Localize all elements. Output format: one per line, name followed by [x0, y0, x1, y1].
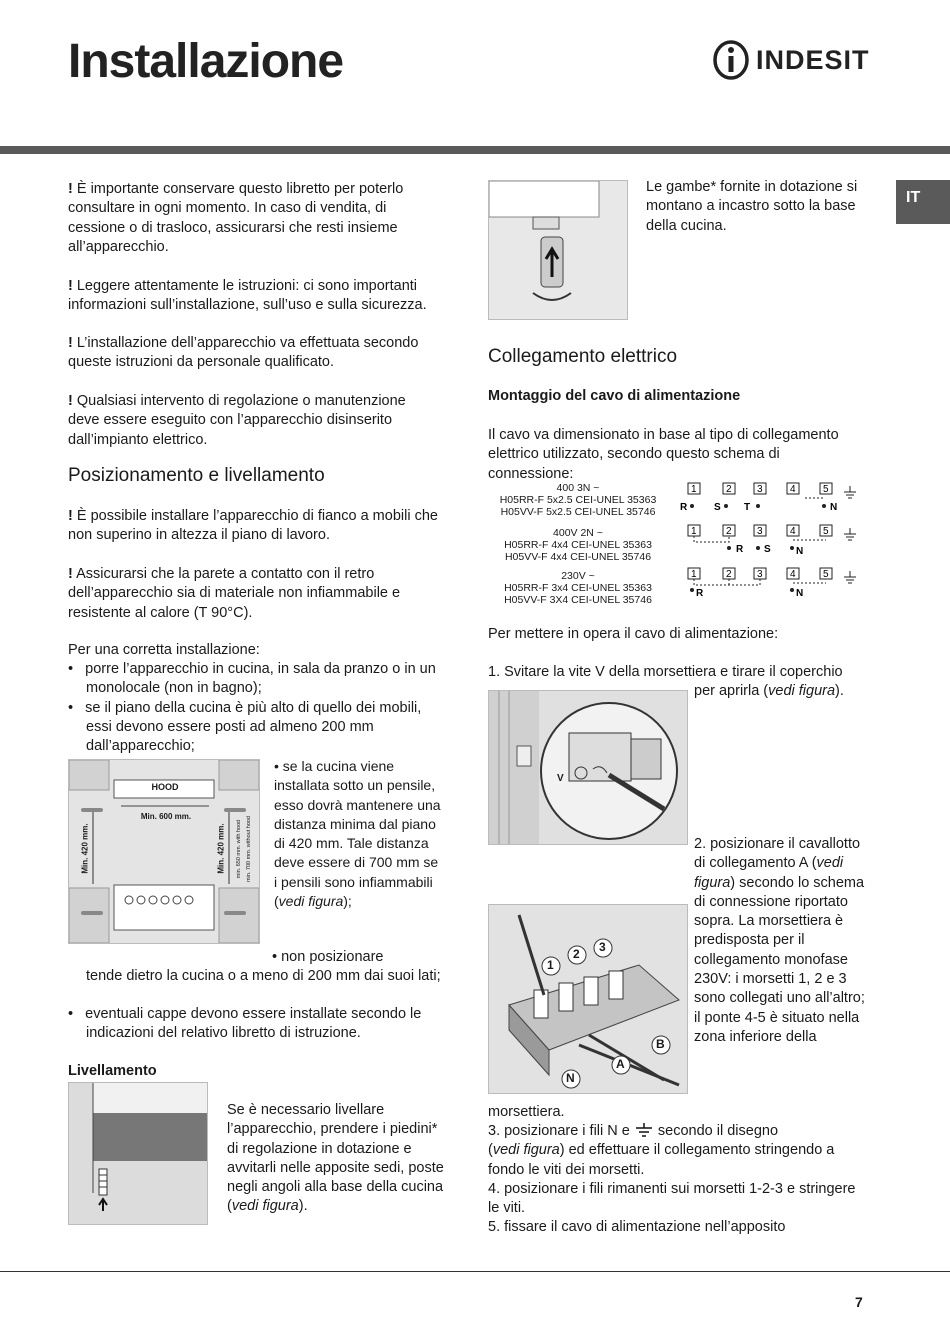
step-2-end: morsettiera. [488, 1104, 565, 1120]
warning-mark: ! [68, 335, 73, 351]
callout-n: N [566, 1071, 575, 1085]
cavo-text: Il cavo va dimensionato in base al tipo di collegamento elettrico utilizzato, secondo questo schema di connessione: [488, 427, 839, 482]
bullet-cappe [68, 1005, 443, 1044]
levelling-figure [68, 1082, 208, 1225]
svg-text:3: 3 [757, 484, 763, 495]
legs-text: Le gambe* fornite in dotazione si montano a incastro sotto la base della cucina. [646, 179, 858, 234]
bullet-tende-b: tende dietro la cucina o a meno di 200 mm dai suoi lati; [86, 968, 441, 984]
svg-text:N: N [796, 588, 804, 599]
svg-text:5: 5 [823, 526, 829, 537]
svg-text:1: 1 [691, 484, 697, 495]
schema-row-3: 230V ~ H05RR-F 3x4 CEI-UNEL 35363 H05VV-F 3X4 CEI-UNEL 35746 [504, 570, 652, 606]
step-1b: per aprirla (vedi figura). [694, 683, 844, 699]
step-2: 2. posizionare il cavallotto di collegamento A (vedi figura) secondo lo schema di connessione riportato sopra. La morsettiera è predisposta per il collegamento monofase 230V: i morsetti 1, 2 e 3 sono collegati uno all’altro; il ponte 4-5 è situato nella zona inferiore della [694, 836, 865, 1045]
svg-text:3: 3 [757, 526, 763, 537]
svg-text:2: 2 [726, 526, 732, 537]
list-item: • porre l’apparecchio in cucina, in sala da pranzo o in un monolocale (non in bagno); [68, 661, 436, 697]
svg-text:N: N [830, 502, 838, 513]
svg-text:T: T [744, 502, 751, 513]
terminal-row-1 [680, 483, 856, 513]
svg-text:2: 2 [726, 484, 732, 495]
svg-text:5: 5 [823, 484, 829, 495]
callout-1: 1 [547, 958, 554, 972]
terminal-block-figure [488, 904, 688, 1094]
step-3: 3. posizionare i fili N e secondo il disegno (vedi figura) ed effettuare il collegamento stringendo a fondo le viti dei morsetti. [488, 1123, 835, 1178]
intro-note-1: ! È importante conservare questo libretto per poterlo consultare in ogni momento. In caso di vendita, di cessione o di trasloco, assicurarsi che resti insieme all’apparecchio. [68, 181, 404, 255]
min-420-left-label: Min. 420 mm. [80, 823, 90, 874]
terminal-box-figure [488, 690, 688, 845]
pos-note-1: ! È possibile installare l’apparecchio di fianco a mobili che non superino in altezza il piano di lavoro. [68, 508, 438, 544]
callout-b: B [656, 1037, 665, 1051]
svg-text:4: 4 [790, 484, 796, 495]
svg-text:2: 2 [726, 569, 732, 580]
legs-figure [488, 180, 628, 320]
svg-text:S: S [764, 544, 771, 555]
page-number: 7 [855, 1294, 863, 1310]
install-bullets [68, 660, 443, 756]
page-title: Installazione [68, 35, 344, 88]
svg-text:R: R [696, 588, 704, 599]
per-corretta: Per una corretta installazione: [68, 642, 260, 658]
min-700-label: min. 700 mm. without hood [246, 815, 252, 883]
ground-icon [634, 1123, 654, 1137]
intro-note-4: ! Qualsiasi intervento di regolazione o manutenzione deve essere eseguito con l’apparecchio disinserito dall’impianto elettrico. [68, 393, 406, 448]
min-600-label: Min. 600 mm. [140, 812, 192, 821]
terminal-diagram [678, 482, 873, 607]
screw-v-label: V [557, 773, 564, 784]
warning-mark: ! [68, 278, 73, 294]
warning-mark: ! [68, 508, 73, 524]
schema-row-2: 400V 2N ~ H05RR-F 4x4 CEI-UNEL 35363 H05VV-F 4x4 CEI-UNEL 35746 [504, 527, 652, 563]
list-item: • eventuali cappe devono essere installate secondo le indicazioni del relativo libretto di istruzione. [68, 1006, 422, 1042]
hood-text: • se la cucina viene installata sotto un pensile, esso dovrà mantenere una distanza minima dal piano di 420 mm. Tale distanza deve essere di 700 mm se i pensili sono infiammabili (vedi figura); [274, 758, 441, 910]
hood-figure [68, 759, 260, 944]
callout-a: A [616, 1057, 625, 1071]
language-tab: IT [896, 180, 950, 224]
terminal-row-2 [688, 525, 856, 557]
warning-mark: ! [68, 181, 73, 197]
indesit-logo-icon [712, 40, 750, 80]
per-mettere: Per mettere in opera il cavo di alimentazione: [488, 626, 779, 642]
step-4: 4. posizionare i fili rimanenti sui morsetti 1-2-3 e stringere le viti. [488, 1181, 856, 1217]
terminal-row-3 [688, 568, 856, 599]
levelling-text: Se è necessario livellare l’apparecchio, prendere i piedini* di regolazione in dotazione e avvitarli nelle apposite sedi, poste negli angoli alla base della cucina (vedi figura). [227, 1102, 444, 1215]
warning-mark: ! [68, 393, 73, 409]
list-item: • se il piano della cucina è più alto di quello dei mobili, essi devono essere posti ad almeno 200 mm dall’apparecchio; [68, 699, 422, 755]
section-title-posizionamento: Posizionamento e livellamento [68, 465, 325, 486]
hood-label: HOOD [151, 782, 179, 792]
intro-note-2: ! Leggere attentamente le istruzioni: ci sono importanti informazioni sull’installazione, sull’uso e sulla sicurezza. [68, 278, 427, 314]
svg-text:R: R [736, 544, 744, 555]
connection-schema [488, 482, 868, 607]
svg-text:4: 4 [790, 569, 796, 580]
pos-note-2: ! Assicurarsi che la parete a contatto con il retro dell’apparecchio sia di materiale non infiammabile e resistente al calore (T 90°C). [68, 566, 401, 621]
section-title-livellamento: Livellamento [68, 1063, 157, 1079]
callout-2: 2 [573, 947, 580, 961]
svg-text:1: 1 [691, 569, 697, 580]
min-650-label: min. 650 mm. with hood [236, 819, 242, 879]
schema-row-1: 400 3N ~ H05RR-F 5x2.5 CEI-UNEL 35363 H05VV-F 5x2.5 CEI-UNEL 35746 [499, 482, 657, 518]
footer-line [0, 1271, 950, 1272]
brand-name: INDESIT [756, 44, 870, 75]
svg-text:R: R [680, 502, 688, 513]
svg-text:N: N [796, 546, 804, 557]
step-5: 5. fissare il cavo di alimentazione nell’apposito [488, 1219, 786, 1235]
subtitle-montaggio: Montaggio del cavo di alimentazione [488, 388, 741, 404]
intro-note-3: ! L’installazione dell’apparecchio va effettuata secondo queste istruzioni da personale qualificato. [68, 335, 419, 371]
svg-text:S: S [714, 502, 721, 513]
callout-3: 3 [599, 940, 606, 954]
bullet-tende-a: • non posizionare [272, 949, 384, 965]
svg-text:1: 1 [691, 526, 697, 537]
warning-mark: ! [68, 566, 73, 582]
section-title-collegamento: Collegamento elettrico [488, 346, 678, 367]
header-bar [0, 146, 950, 154]
svg-text:5: 5 [823, 569, 829, 580]
step-1a: 1. Svitare la vite V della morsettiera e tirare il coperchio [488, 664, 843, 680]
svg-text:4: 4 [790, 526, 796, 537]
svg-text:3: 3 [757, 569, 763, 580]
brand-logo [712, 40, 870, 80]
min-420-right-label: Min. 420 mm. [216, 823, 226, 874]
